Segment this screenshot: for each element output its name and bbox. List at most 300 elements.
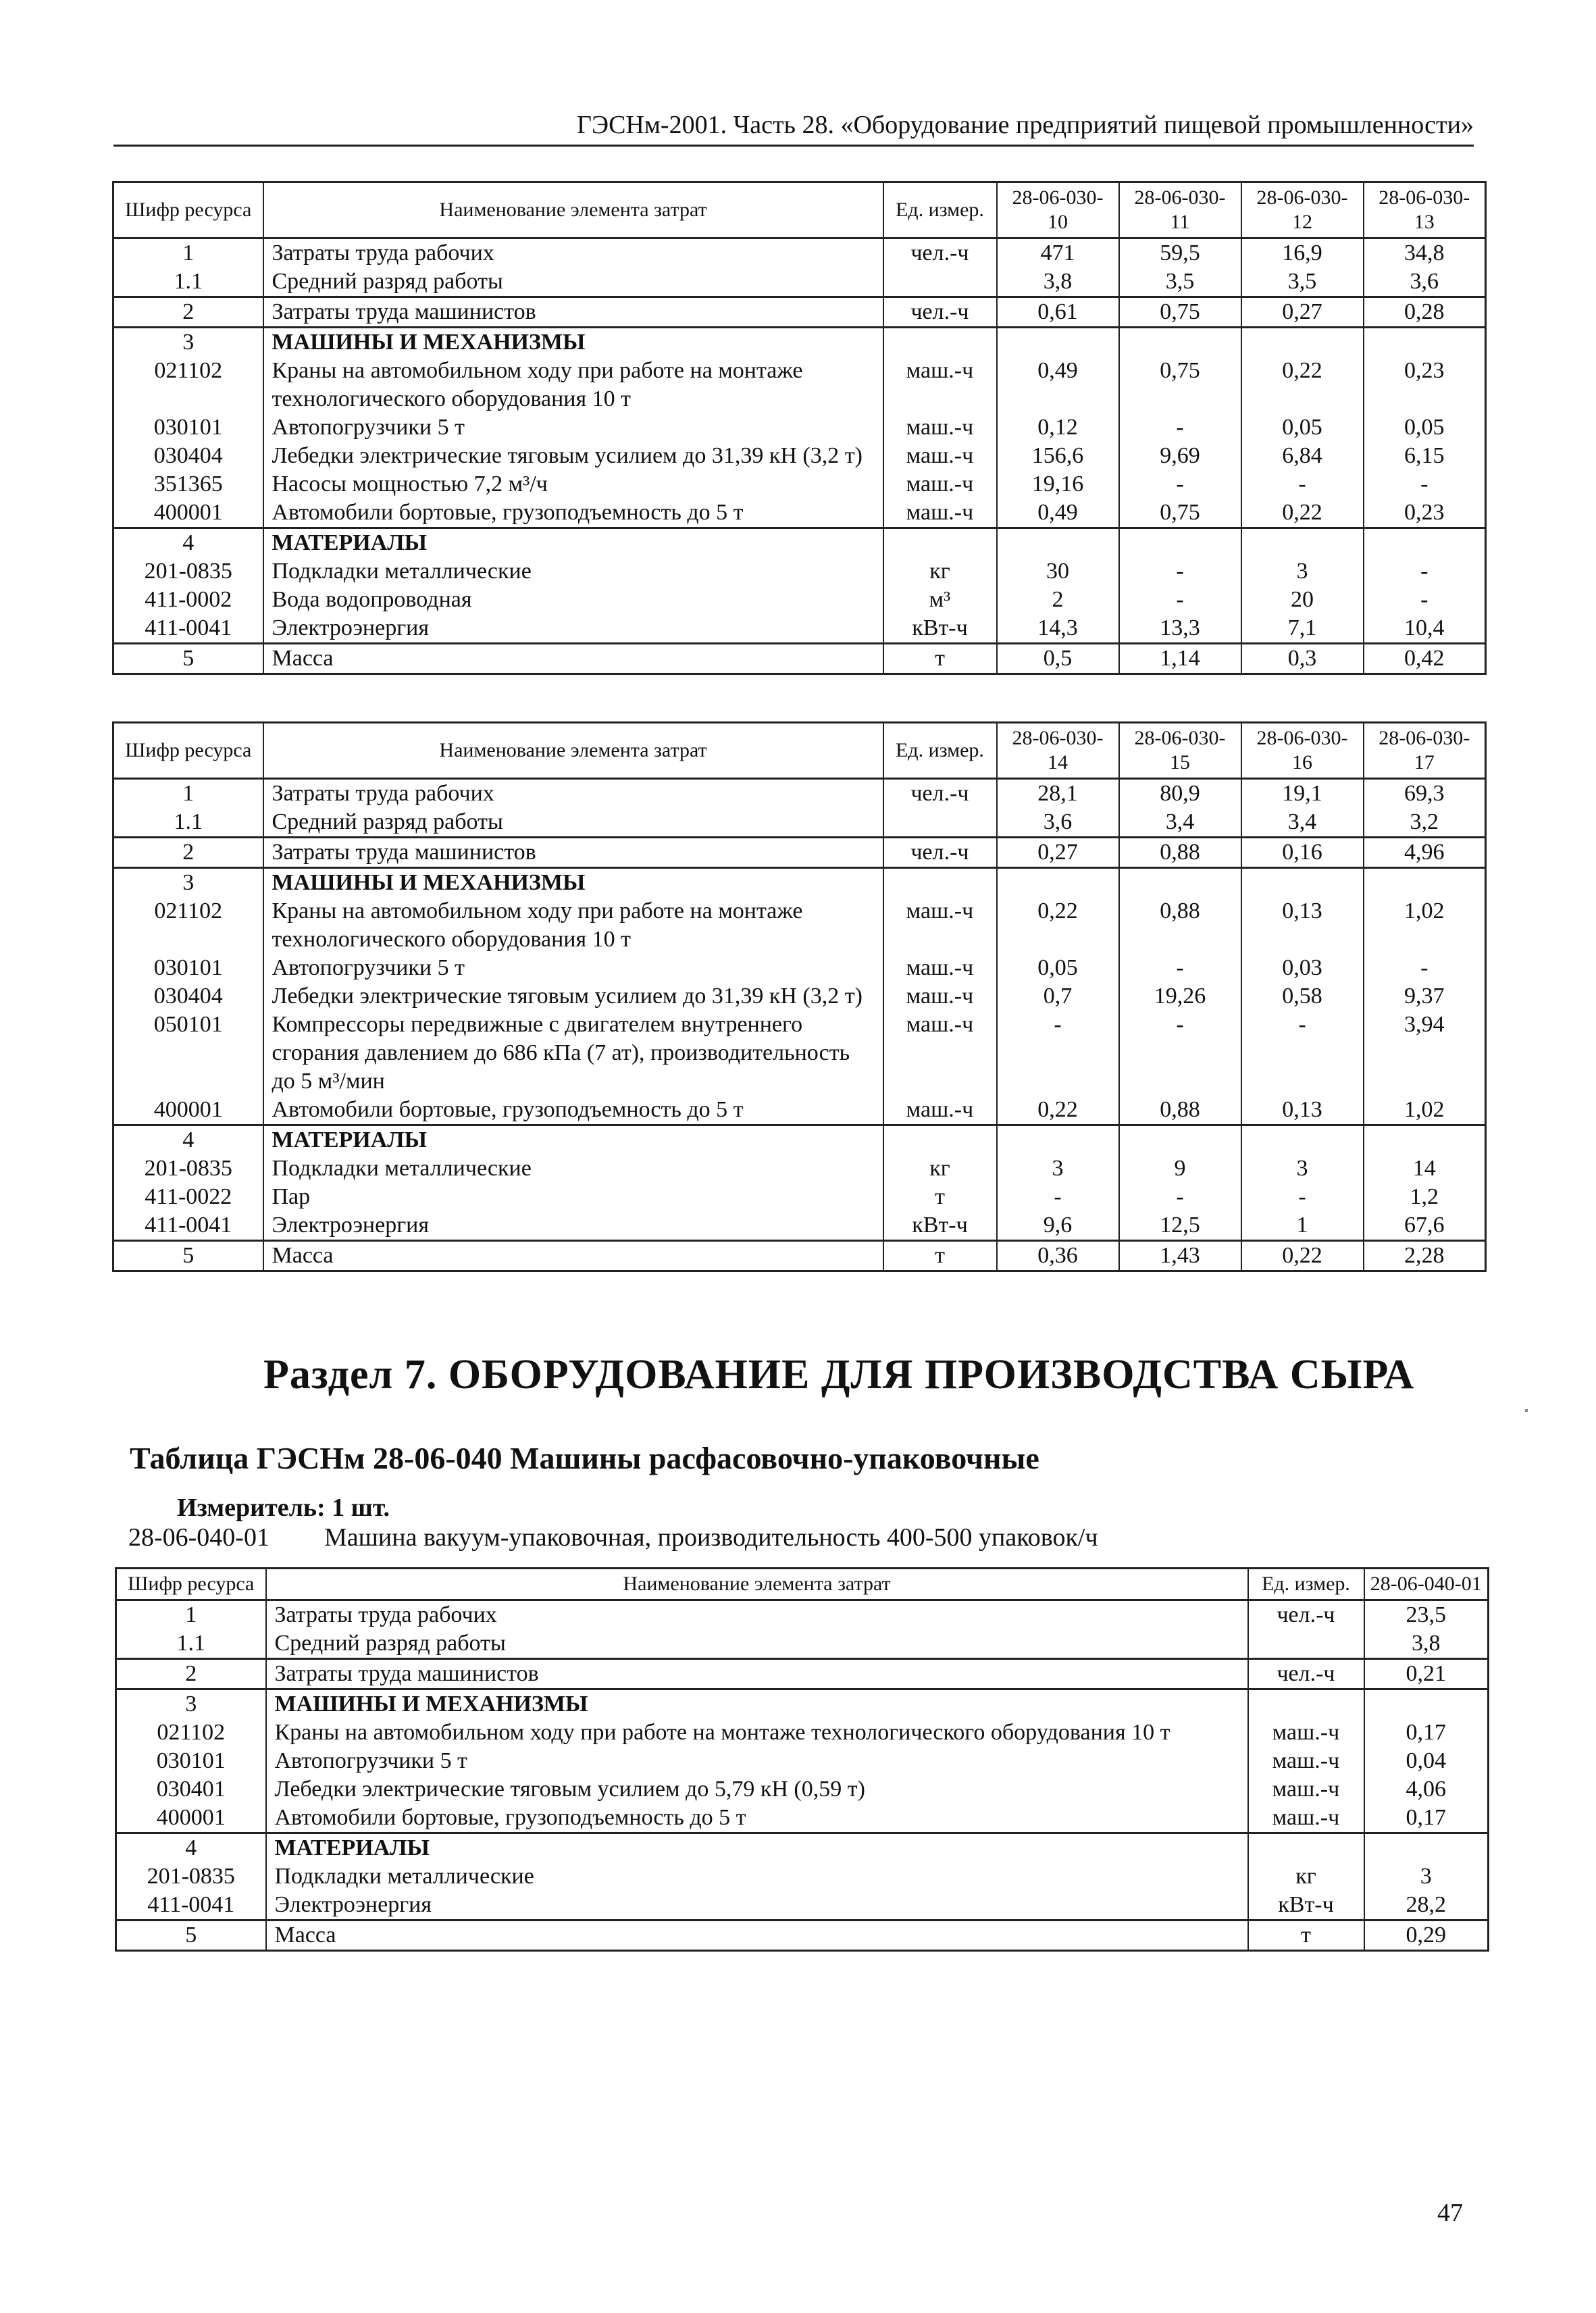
resource-value: 0,58 [1241, 982, 1364, 1011]
resource-code: 030101 [113, 954, 263, 982]
resource-value: 30 [997, 557, 1119, 586]
resource-name: Средний разряд работы [266, 1629, 1248, 1659]
resource-value: 0,23 [1364, 357, 1486, 413]
resource-unit [1248, 1629, 1364, 1659]
resource-unit: т [883, 1241, 997, 1271]
resource-name: МАТЕРИАЛЫ [263, 528, 883, 558]
header-code: Шифр ресурса [113, 723, 263, 779]
resource-value: 3 [1364, 1862, 1489, 1891]
resource-name: Автомобили бортовые, грузоподъемность до 5 т [266, 1804, 1248, 1833]
resource-value: 156,6 [997, 442, 1119, 470]
table-row [113, 297, 1486, 328]
resource-code: 400001 [113, 499, 263, 528]
resource-code: 4 [113, 528, 263, 558]
resource-value: 59,5 [1119, 238, 1241, 268]
resource-value: - [1119, 557, 1241, 586]
header-norm-code: 28-06-030-10 [997, 182, 1119, 238]
resource-value: 0,05 [997, 954, 1119, 982]
resource-value: 6,15 [1364, 442, 1486, 470]
resource-value: 1,02 [1364, 1096, 1486, 1125]
resource-unit: маш.-ч [883, 982, 997, 1011]
table-row [113, 838, 1486, 868]
resource-value: 0,17 [1364, 1804, 1489, 1833]
table-row [113, 499, 1486, 528]
resource-value: 0,13 [1241, 1096, 1364, 1125]
resource-name: Подкладки металлические [263, 1154, 883, 1183]
resource-name: МАШИНЫ И МЕХАНИЗМЫ [266, 1689, 1248, 1719]
table-row [113, 1125, 1486, 1155]
resource-unit: маш.-ч [883, 897, 997, 954]
resource-value: 0,22 [1241, 357, 1364, 413]
resource-code: 3 [113, 328, 263, 357]
header-code: Шифр ресурса [113, 182, 263, 238]
resource-code: 1 [113, 779, 263, 809]
table-row [113, 868, 1486, 898]
resource-value: 67,6 [1364, 1211, 1486, 1241]
resource-value: 0,75 [1119, 297, 1241, 328]
resource-name: Электроэнергия [266, 1891, 1248, 1921]
resource-value [1364, 328, 1486, 357]
resource-value: - [997, 1011, 1119, 1096]
resource-name: Масса [263, 644, 883, 674]
resource-value: 28,1 [997, 779, 1119, 809]
resource-value: 20 [1241, 586, 1364, 614]
resource-code: 2 [113, 838, 263, 868]
resource-value: 0,03 [1241, 954, 1364, 982]
resource-code: 1.1 [113, 268, 263, 297]
resource-name: Пар [263, 1183, 883, 1211]
resource-unit: кг [883, 1154, 997, 1183]
table-row [113, 1211, 1486, 1241]
resource-value: - [1119, 1183, 1241, 1211]
resource-unit [883, 808, 997, 838]
resource-value: 0,88 [1119, 838, 1241, 868]
resource-value: 0,22 [997, 1096, 1119, 1125]
resource-value: - [997, 1183, 1119, 1211]
resource-name: МАТЕРИАЛЫ [263, 1125, 883, 1155]
resource-value: 13,3 [1119, 614, 1241, 644]
resource-code: 351365 [113, 470, 263, 499]
resource-name: МАТЕРИАЛЫ [266, 1833, 1248, 1863]
resource-name: Подкладки металлические [263, 557, 883, 586]
resource-name: Автопогрузчики 5 т [263, 413, 883, 442]
header-norm-code: 28-06-030-13 [1364, 182, 1486, 238]
resource-value: - [1119, 954, 1241, 982]
table-row [113, 238, 1486, 268]
resource-unit: чел.-ч [883, 297, 997, 328]
table-row [113, 954, 1486, 982]
resource-value: 1,02 [1364, 897, 1486, 954]
resource-code: 1 [113, 238, 263, 268]
item-description: Машина вакуум-упаковочная, производительность 400-500 упаковок/ч [324, 1523, 1098, 1552]
resource-unit: маш.-ч [883, 1011, 997, 1096]
resource-name: Затраты труда машинистов [263, 838, 883, 868]
resource-value [1241, 1125, 1364, 1155]
resource-value [1119, 528, 1241, 558]
resource-unit: маш.-ч [883, 470, 997, 499]
resource-value: 0,61 [997, 297, 1119, 328]
resource-unit: кг [1248, 1862, 1364, 1891]
resource-value: 0,88 [1119, 897, 1241, 954]
resource-unit [883, 1125, 997, 1155]
table-row [113, 982, 1486, 1011]
page-number: 47 [1437, 2199, 1463, 2227]
resource-value: 3,4 [1241, 808, 1364, 838]
resource-value [1241, 328, 1364, 357]
table-row [113, 586, 1486, 614]
header-norm-code: 28-06-030-11 [1119, 182, 1241, 238]
resource-value: - [1119, 413, 1241, 442]
resource-code: 2 [113, 297, 263, 328]
table-row [113, 1154, 1486, 1183]
resource-value: 9,6 [997, 1211, 1119, 1241]
resource-name: Затраты труда рабочих [266, 1600, 1248, 1630]
resource-unit: маш.-ч [1248, 1719, 1364, 1747]
table-row [113, 268, 1486, 297]
resource-value [1364, 1833, 1489, 1863]
resource-value: - [1241, 1183, 1364, 1211]
resource-value: - [1241, 470, 1364, 499]
table-row [113, 897, 1486, 954]
resource-value: 14 [1364, 1154, 1486, 1183]
table-row [113, 357, 1486, 413]
resource-code: 030101 [116, 1747, 266, 1775]
resource-value: 0,22 [997, 897, 1119, 954]
resource-unit: маш.-ч [1248, 1775, 1364, 1804]
item-code: 28-06-040-01 [128, 1523, 269, 1552]
resource-unit: маш.-ч [883, 954, 997, 982]
resource-value: - [1119, 470, 1241, 499]
resource-value: 0,16 [1241, 838, 1364, 868]
resource-value: 0,23 [1364, 499, 1486, 528]
resource-value: 0,05 [1364, 413, 1486, 442]
resource-name: Автомобили бортовые, грузоподъемность до 5 т [263, 1096, 883, 1125]
resource-unit: чел.-ч [1248, 1659, 1364, 1689]
resource-value: - [1364, 470, 1486, 499]
resource-value [1364, 528, 1486, 558]
table-row [113, 1011, 1486, 1096]
resource-value: 80,9 [1119, 779, 1241, 809]
resource-value [1241, 528, 1364, 558]
resource-code: 030101 [113, 413, 263, 442]
resource-code: 201-0835 [113, 1154, 263, 1183]
resource-code: 2 [116, 1659, 266, 1689]
resource-value [1364, 868, 1486, 898]
resource-unit: кВт-ч [883, 1211, 997, 1241]
resource-value: 0,12 [997, 413, 1119, 442]
resource-value: 3,4 [1119, 808, 1241, 838]
resource-value: - [1364, 954, 1486, 982]
resource-value: 16,9 [1241, 238, 1364, 268]
table-row [113, 808, 1486, 838]
resource-value: 0,28 [1364, 297, 1486, 328]
table-row [113, 528, 1486, 558]
resource-code: 030404 [113, 442, 263, 470]
resource-value: 1,2 [1364, 1183, 1486, 1211]
resource-value: 19,16 [997, 470, 1119, 499]
resource-value: 0,75 [1119, 357, 1241, 413]
header-unit: Ед. измер. [883, 723, 997, 779]
resource-code: 4 [113, 1125, 263, 1155]
resource-value: - [1119, 1011, 1241, 1096]
header-unit: Ед. измер. [1248, 1569, 1364, 1600]
resource-name: Лебедки электрические тяговым усилием до 31,39 кН (3,2 т) [263, 442, 883, 470]
table-row [116, 1600, 1489, 1630]
resource-name: Электроэнергия [263, 614, 883, 644]
resource-code: 411-0002 [113, 586, 263, 614]
resource-value [1241, 868, 1364, 898]
resource-value: 0,27 [1241, 297, 1364, 328]
resource-code: 021102 [113, 357, 263, 413]
resource-value: 9,69 [1119, 442, 1241, 470]
resource-unit: т [1248, 1921, 1364, 1951]
resource-value: 9 [1119, 1154, 1241, 1183]
resource-value: 3,94 [1364, 1011, 1486, 1096]
resource-name: Масса [263, 1241, 883, 1271]
resource-name: Лебедки электрические тяговым усилием до 5,79 кН (0,59 т) [266, 1775, 1248, 1804]
resource-value: 0,29 [1364, 1921, 1489, 1951]
resource-unit: маш.-ч [883, 499, 997, 528]
table-row [116, 1921, 1489, 1951]
resource-code: 1.1 [116, 1629, 266, 1659]
resource-unit: м³ [883, 586, 997, 614]
table-row [113, 644, 1486, 674]
resource-value: 1,14 [1119, 644, 1241, 674]
resource-value: 3 [1241, 557, 1364, 586]
resource-value: 3 [997, 1154, 1119, 1183]
resource-value [1119, 328, 1241, 357]
section-title: Раздел 7. ОБОРУДОВАНИЕ ДЛЯ ПРОИЗВОДСТВА СЫРА [263, 1352, 1415, 1398]
resource-value: 10,4 [1364, 614, 1486, 644]
table-row [113, 413, 1486, 442]
resource-value: 0,88 [1119, 1096, 1241, 1125]
resource-code: 021102 [113, 897, 263, 954]
resource-value: 0,3 [1241, 644, 1364, 674]
resource-name: Краны на автомобильном ходу при работе на монтаже технологического оборудования 10 т [266, 1719, 1248, 1747]
resource-value [1364, 1125, 1486, 1155]
resource-name: Компрессоры передвижные с двигателем внутреннего сгорания давлением до 686 кПа (7 ат), производительность до 5 м³/мин [263, 1011, 883, 1096]
resource-unit [1248, 1689, 1364, 1719]
resource-code: 1.1 [113, 808, 263, 838]
resource-name: Автопогрузчики 5 т [266, 1747, 1248, 1775]
resource-unit: маш.-ч [883, 413, 997, 442]
resource-value: 0,36 [997, 1241, 1119, 1271]
resource-value [997, 1125, 1119, 1155]
header-name: Наименование элемента затрат [263, 723, 883, 779]
resource-value: 3,5 [1241, 268, 1364, 297]
header-norm-code: 28-06-030-12 [1241, 182, 1364, 238]
resource-value: 0,42 [1364, 644, 1486, 674]
resource-value: - [1241, 1011, 1364, 1096]
resource-unit: кВт-ч [883, 614, 997, 644]
resource-unit [883, 868, 997, 898]
table-row [116, 1862, 1489, 1891]
resource-name: Краны на автомобильном ходу при работе на монтаже технологического оборудования 10 т [263, 897, 883, 954]
resource-unit: чел.-ч [1248, 1600, 1364, 1630]
table-row [116, 1629, 1489, 1659]
resource-value [997, 528, 1119, 558]
resource-unit: маш.-ч [1248, 1804, 1364, 1833]
table-row [113, 1096, 1486, 1125]
table-row [113, 328, 1486, 357]
resource-value: - [1119, 586, 1241, 614]
resource-code: 411-0022 [113, 1183, 263, 1211]
resource-name: Масса [266, 1921, 1248, 1951]
table-row [116, 1689, 1489, 1719]
resource-value: 0,05 [1241, 413, 1364, 442]
resource-unit [883, 328, 997, 357]
resource-value: 3,5 [1119, 268, 1241, 297]
resource-unit: кВт-ч [1248, 1891, 1364, 1921]
resource-code: 4 [116, 1833, 266, 1863]
table-row [116, 1747, 1489, 1775]
resource-value: 6,84 [1241, 442, 1364, 470]
resource-code: 411-0041 [116, 1891, 266, 1921]
resource-value: 0,7 [997, 982, 1119, 1011]
resource-value: 0,5 [997, 644, 1119, 674]
resource-name: Затраты труда машинистов [263, 297, 883, 328]
resource-unit [1248, 1833, 1364, 1863]
header-norm-code: 28-06-030-14 [997, 723, 1119, 779]
resource-code: 3 [116, 1689, 266, 1719]
resource-value: 4,06 [1364, 1775, 1489, 1804]
resource-name: Затраты труда рабочих [263, 779, 883, 809]
header-norm-code: 28-06-030-15 [1119, 723, 1241, 779]
resource-code: 201-0835 [116, 1862, 266, 1891]
resource-code: 3 [113, 868, 263, 898]
resource-value [1119, 1125, 1241, 1155]
resource-value: - [1364, 557, 1486, 586]
resource-value: 0,21 [1364, 1659, 1489, 1689]
resource-unit: кг [883, 557, 997, 586]
resource-unit: маш.-ч [883, 1096, 997, 1125]
resource-value: 1 [1241, 1211, 1364, 1241]
table-row [116, 1891, 1489, 1921]
resource-value: 3 [1241, 1154, 1364, 1183]
table-row [116, 1833, 1489, 1863]
resource-value: 69,3 [1364, 779, 1486, 809]
resource-value: 23,5 [1364, 1600, 1489, 1630]
resource-value: 0,04 [1364, 1747, 1489, 1775]
resource-value [997, 328, 1119, 357]
resource-name: Средний разряд работы [263, 268, 883, 297]
resource-code: 050101 [113, 1011, 263, 1096]
resource-code: 030401 [116, 1775, 266, 1804]
resource-code: 5 [113, 1241, 263, 1271]
header-unit: Ед. измер. [883, 182, 997, 238]
resource-name: МАШИНЫ И МЕХАНИЗМЫ [263, 328, 883, 357]
table-row [113, 779, 1486, 809]
resource-code: 021102 [116, 1719, 266, 1747]
resource-name: Средний разряд работы [263, 808, 883, 838]
table-row [113, 1183, 1486, 1211]
resource-value: 0,27 [997, 838, 1119, 868]
resource-name: Автомобили бортовые, грузоподъемность до 5 т [263, 499, 883, 528]
resource-table-040-01 [115, 1567, 1489, 1952]
resource-unit: чел.-ч [883, 779, 997, 809]
resource-unit: т [883, 644, 997, 674]
resource-unit: маш.-ч [883, 442, 997, 470]
table-row [113, 1241, 1486, 1271]
scan-speck [1525, 1409, 1528, 1412]
resource-value: 471 [997, 238, 1119, 268]
resource-value [1364, 1689, 1489, 1719]
resource-unit [883, 528, 997, 558]
resource-value: 34,8 [1364, 238, 1486, 268]
resource-value: 3,6 [997, 808, 1119, 838]
resource-code: 400001 [113, 1096, 263, 1125]
resource-name: Насосы мощностью 7,2 м³/ч [263, 470, 883, 499]
resource-value: 0,22 [1241, 499, 1364, 528]
resource-value: 2,28 [1364, 1241, 1486, 1271]
resource-value: 3,6 [1364, 268, 1486, 297]
resource-value: 0,22 [1241, 1241, 1364, 1271]
resource-value: 19,26 [1119, 982, 1241, 1011]
resource-value: 28,2 [1364, 1891, 1489, 1921]
resource-name: Подкладки металлические [266, 1862, 1248, 1891]
table-row [116, 1719, 1489, 1747]
resource-value: 0,49 [997, 499, 1119, 528]
header-norm-code: 28-06-040-01 [1364, 1569, 1489, 1600]
resource-unit: маш.-ч [883, 357, 997, 413]
resource-unit [883, 268, 997, 297]
resource-value: - [1364, 586, 1486, 614]
running-header: ГЭСНм-2001. Часть 28. «Оборудование предприятий пищевой промышленности» [113, 109, 1474, 147]
item-line [128, 1523, 1098, 1552]
resource-value: 2 [997, 586, 1119, 614]
resource-value: 14,3 [997, 614, 1119, 644]
resource-name: Краны на автомобильном ходу при работе на монтаже технологического оборудования 10 т [263, 357, 883, 413]
resource-value: 1,43 [1119, 1241, 1241, 1271]
resource-value: 0,49 [997, 357, 1119, 413]
resource-value [997, 868, 1119, 898]
resource-code: 411-0041 [113, 614, 263, 644]
resource-unit: т [883, 1183, 997, 1211]
resource-value: 12,5 [1119, 1211, 1241, 1241]
resource-code: 5 [113, 644, 263, 674]
resource-value: 19,1 [1241, 779, 1364, 809]
header-norm-code: 28-06-030-16 [1241, 723, 1364, 779]
resource-name: Затраты труда машинистов [266, 1659, 1248, 1689]
table-row [116, 1804, 1489, 1833]
resource-name: МАШИНЫ И МЕХАНИЗМЫ [263, 868, 883, 898]
table-row [116, 1775, 1489, 1804]
measure-unit: Измеритель: 1 шт. [177, 1494, 390, 1522]
resource-name: Автопогрузчики 5 т [263, 954, 883, 982]
resource-code: 400001 [116, 1804, 266, 1833]
resource-unit: чел.-ч [883, 838, 997, 868]
resource-code: 1 [116, 1600, 266, 1630]
table-row [113, 614, 1486, 644]
header-code: Шифр ресурса [116, 1569, 266, 1600]
resource-unit: чел.-ч [883, 238, 997, 268]
resource-value [1119, 868, 1241, 898]
table-row [113, 442, 1486, 470]
resource-value: 3,8 [1364, 1629, 1489, 1659]
resource-code: 201-0835 [113, 557, 263, 586]
resource-code: 411-0041 [113, 1211, 263, 1241]
resource-code: 030404 [113, 982, 263, 1011]
resource-value: 7,1 [1241, 614, 1364, 644]
resource-unit: маш.-ч [1248, 1747, 1364, 1775]
table-title: Таблица ГЭСНм 28-06-040 Машины расфасовочно-упаковочные [130, 1441, 1039, 1475]
table-row [116, 1659, 1489, 1689]
resource-value: 3,2 [1364, 808, 1486, 838]
resource-value: 0,17 [1364, 1719, 1489, 1747]
resource-code: 5 [116, 1921, 266, 1951]
resource-value: 0,13 [1241, 897, 1364, 954]
resource-name: Электроэнергия [263, 1211, 883, 1241]
